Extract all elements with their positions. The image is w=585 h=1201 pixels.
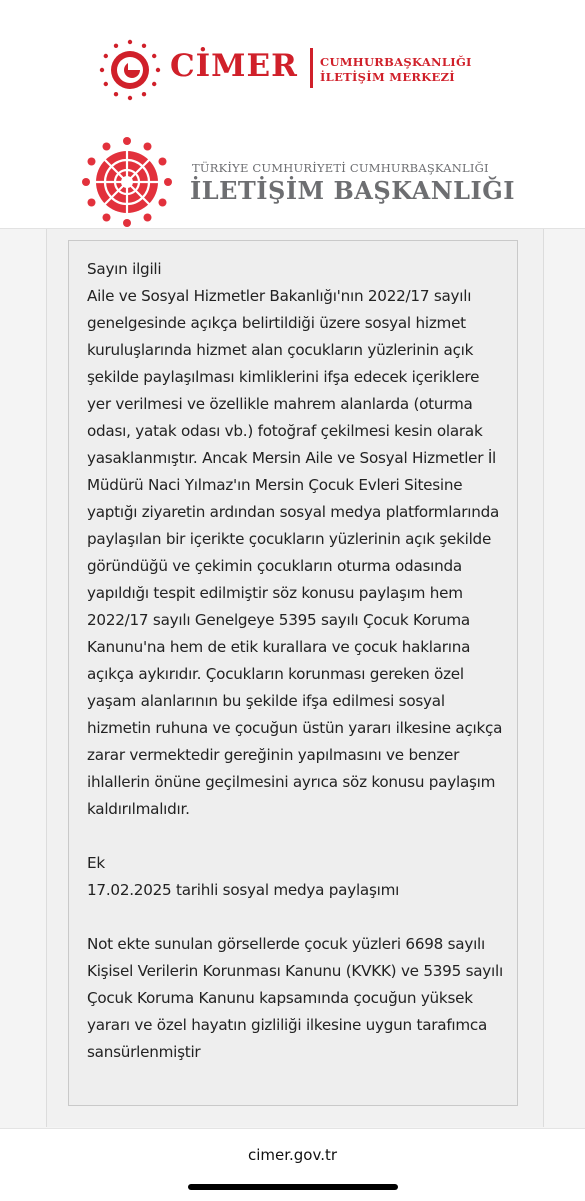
cimer-divider [310, 48, 313, 88]
message-body: Aile ve Sosyal Hizmetler Bakanlığı'nın 2022/17 sayılı genelgesinde açıkça belirtildiği üzere sosyal hizmet kuruluşlarında hizmet alan çocukların yüzlerinin açık şekilde paylaşılması kimliklerini ifşa edecek içeriklere yer verilmesi ve özellikle mahrem alanlarda (oturma odası, yatak odası vb.) fotoğraf çekilmesi kesin olarak yasaklanmıştır. Ancak Mersin Aile ve Sosyal Hizmetler İl Müdürü Naci Yılmaz'ın Mersin Çocuk Evleri Sitesine yaptığı ziyaretin ardından sosyal medya platformlarında paylaşılan bir içerikte çocukların yüzlerinin açık şekilde göründüğü ve çekimin çocukların oturma odasında yapıldığı tespit edilmiştir söz konusu paylaşım hem 2022/17 sayılı Genelgeye 5395 sayılı Çocuk Koruma Kanunu'na hem de etik kurallara ve çocuk haklarına açıkça aykırıdır. Çocukların korunması gereken özel yaşam alanlarının bu şekilde ifşa edilmesi sosyal hizmetin ruhuna ve çocuğun üstün yararı ilkesine açıkça zarar vermektedir gereğinin yapılmasını ve benzer ihlallerin önüne geçilmesini ayrıca söz konusu paylaşım kaldırılmalıdır. [87, 287, 503, 818]
attachment-label: Ek [87, 854, 105, 872]
browser-footer [0, 1128, 585, 1201]
cimer-subtitle [320, 55, 472, 85]
message-greeting: Sayın ilgili [87, 260, 162, 278]
cimer-wordmark: CİMER [170, 48, 298, 84]
iletisim-baskanligi-supertitle: TÜRKİYE CUMHURİYETİ CUMHURBAŞKANLIĞI [192, 161, 489, 175]
address-bar-url[interactable]: cimer.gov.tr [247, 1146, 338, 1164]
attachment-value: 17.02.2025 tarihli sosyal medya paylaşımı [87, 881, 400, 899]
message-box [68, 240, 518, 1106]
spacer [87, 823, 503, 850]
page-header [0, 0, 585, 228]
cimer-subtitle-line1: CUMHURBAŞKANLIĞI [320, 55, 472, 69]
message-note: Not ekte sunulan görsellerde çocuk yüzleri 6698 sayılı Kişisel Verilerin Korunması Kanunu (KVKK) ve 5395 sayılı Çocuk Koruma Kanunu kapsamında çocuğun yüksek yararı ve özel hayatın gizliliği ilkesine uygun tarafımca sansürlenmiştir [87, 935, 503, 1061]
iletisim-baskanligi-title: İLETİŞİM BAŞKANLIĞI [190, 176, 515, 205]
spacer [87, 904, 503, 931]
iletisim-baskanligi-emblem-icon [80, 135, 174, 229]
cimer-subtitle-line2: İLETİŞİM MERKEZİ [320, 70, 455, 84]
home-indicator[interactable] [188, 1184, 398, 1190]
cimer-emblem-icon [98, 38, 162, 102]
